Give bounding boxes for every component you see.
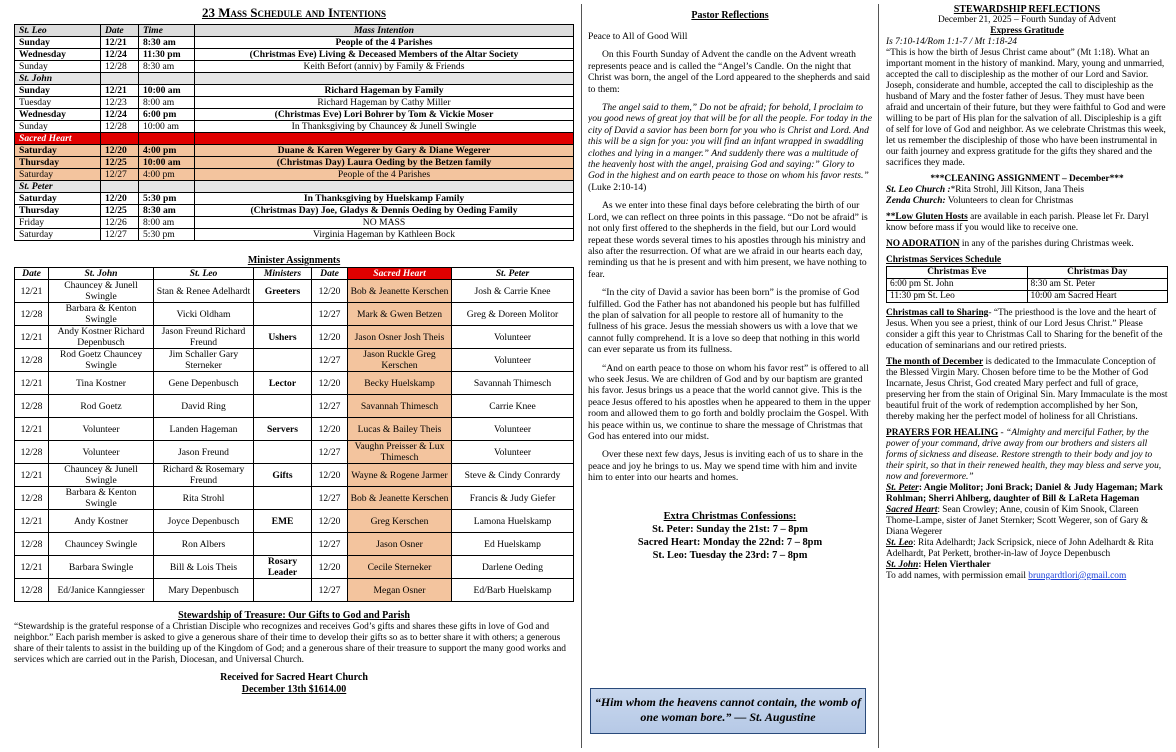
table-row [15, 217, 574, 229]
assignment-date: 12/28 [15, 579, 49, 602]
mass-schedule-table [14, 24, 574, 241]
email-link[interactable]: brungardtlori@gmail.com [1028, 571, 1127, 581]
mass-time: 4:00 pm [139, 169, 195, 181]
month-label: The month of December [886, 357, 984, 367]
assignment-date: 12/21 [15, 510, 49, 533]
mass-day: Saturday [15, 193, 101, 205]
cleaning-leo [886, 185, 1168, 196]
mass-day: Saturday [15, 169, 101, 181]
mass-time: 6:00 pm [139, 109, 195, 121]
column-header: Sacred Heart [348, 268, 452, 280]
adoration-notice [886, 239, 1168, 250]
mass-intention: Virginia Hageman by Kathleen Bock [195, 229, 574, 241]
reflection-paragraph: “And on earth peace to those on whom his favor rest” is offered to all who seek Jesus. We are children of God and by our baptism are granted his favor. Jesus brings us a peace that the world cannot give. This is the peace Jesus offered to his apostles when he appeared to them in the upper room and allowed them to go forth and boldly proclaim the Gospel. With his peace within us, we continue to share the message of Christmas that God has entered into our midst. [588, 362, 871, 442]
mass-intention: NO MASS [195, 217, 574, 229]
mass-day: Sunday [15, 85, 101, 97]
ministry-role [254, 579, 312, 602]
prayers-peter-label: St. Peter [886, 483, 919, 493]
column-header: St. Peter [452, 268, 574, 280]
mass-date: 12/20 [101, 145, 139, 157]
express-gratitude-heading: Express Gratitude [990, 26, 1064, 36]
mass-time: 10:00 am [139, 85, 195, 97]
confession-time: Sacred Heart: Monday the 22nd: 7 – 8pm [637, 536, 823, 548]
month-text: is dedicated to the Immaculate Conception of the Blessed Virgin Mary. Chosen before time to be the Mother of God Incarnate, Jesus Christ, God created Mary perfect and full of grace, preserving her from the stain of Original Sin. Mary Immaculate is the most beautiful fruit of the work of redemption accomplished by her Son, thereby making her the perfect model of holiness for all Christians. [886, 357, 1168, 422]
sacred-heart-minister: Cecile Sterneker [348, 556, 452, 579]
received-value: December 13th $1614.00 [241, 684, 347, 695]
mass-date: 12/24 [101, 49, 139, 61]
peter-minister: Josh & Carrie Knee [452, 280, 574, 303]
ministry-role: Lector [254, 372, 312, 395]
assignment-date: 12/27 [312, 579, 348, 602]
john-minister: Chauncey & Junell Swingle [49, 464, 154, 487]
peter-minister: Francis & Judy Giefer [452, 487, 574, 510]
table-row [15, 61, 574, 73]
leo-minister: David Ring [154, 395, 254, 418]
leo-minister: Bill & Lois Theis [154, 556, 254, 579]
mass-intention: In Thanksgiving by Chauncey & Junell Swingle [195, 121, 574, 133]
service-time: 11:30 pm St. Leo [887, 291, 1028, 303]
zenda-text: Volunteers to clean for Christmas [947, 196, 1074, 206]
prayers-notice [886, 428, 1168, 483]
mass-date: 12/26 [101, 217, 139, 229]
gluten-notice [886, 212, 1168, 234]
prayers-leo-label: St. Leo [886, 538, 914, 548]
sharing-notice [886, 308, 1168, 352]
confessions-block [588, 510, 872, 562]
john-minister: Rod Goetz [49, 395, 154, 418]
assignment-date: 12/28 [15, 349, 49, 372]
mass-day: Wednesday [15, 49, 101, 61]
table-cell [195, 73, 574, 85]
mass-date: 12/28 [101, 121, 139, 133]
ministry-role: Greeters [254, 280, 312, 303]
sacred-heart-minister: Greg Kerschen [348, 510, 452, 533]
mass-day: Wednesday [15, 109, 101, 121]
john-minister: Rod Goetz Chauncey Swingle [49, 349, 154, 372]
sacred-heart-minister: Megan Osner [348, 579, 452, 602]
adoration-label: NO ADORATION [886, 239, 960, 249]
column-pastor-reflections [588, 0, 872, 752]
prayers-leo [886, 538, 1168, 560]
minister-assignments-table [14, 267, 574, 602]
ministry-role [254, 349, 312, 372]
assignment-date: 12/21 [15, 464, 49, 487]
gluten-text: are available in each parish. Please let Fr. Daryl know before mass if you would like to receive one. [886, 212, 1149, 233]
prayers-john [886, 560, 1168, 571]
assignment-date: 12/27 [312, 533, 348, 556]
reflection-paragraph: Over these next few days, Jesus is inviting each of us to share in the peace and joy he brings to us. May we spend time with him and invite him to enter into our hearts and homes. [588, 449, 863, 484]
stewardship-title: Stewardship of Treasure: Our Gifts to God and Parish [178, 610, 410, 621]
column-header: Ministers [254, 268, 312, 280]
assignment-date: 12/28 [15, 303, 49, 326]
mass-date: 12/20 [101, 193, 139, 205]
assignment-date: 12/20 [312, 464, 348, 487]
cleaning-title: ***CLEANING ASSIGNMENT – December*** [930, 174, 1124, 184]
prayers-text: - “Almighty and merciful Father, by the power of your command, drive away from our brothers and sisters all forms of sickness and disease. Restore strength to their body and joy to their spirit, so that in their renewed health, they may bless and serve you, now and forevermore.” [886, 428, 1162, 482]
table-row [15, 303, 574, 326]
prayers-john-label: St. John [886, 560, 919, 570]
column-divider [581, 4, 582, 748]
john-minister: Andy Kostner [49, 510, 154, 533]
received-label: Received for Sacred Heart Church [220, 672, 368, 683]
mass-day: Saturday [15, 229, 101, 241]
prayers-sh-text: : Sean Crowley; Anne, cousin of Kim Snook, Clareen Thome-Lampe, sister of Janet Sternker; Scott Wegerer, son of Gary & Diana Wegerer [886, 505, 1149, 537]
table-row [15, 510, 574, 533]
sacred-heart-minister: Bob & Jeanette Kerschen [348, 280, 452, 303]
ministry-role [254, 441, 312, 464]
table-row [15, 395, 574, 418]
minister-assignments-title: Minister Assignments [247, 255, 341, 266]
adoration-text: in any of the parishes during Christmas week. [961, 239, 1134, 249]
assignment-date: 12/20 [312, 556, 348, 579]
mass-time: 11:30 pm [139, 49, 195, 61]
table-row [15, 193, 574, 205]
mass-day: Saturday [15, 145, 101, 157]
mass-time: 10:00 am [139, 157, 195, 169]
leo-minister: Jason Freund Richard Freund [154, 326, 254, 349]
sacred-heart-minister: Vaughn Preisser & Lux Thimesch [348, 441, 452, 464]
table-row [15, 372, 574, 395]
confession-time: St. Peter: Sunday the 21st: 7 – 8pm [652, 523, 808, 535]
column-schedule [14, 0, 574, 752]
table-row [15, 205, 574, 217]
table-cell [195, 181, 574, 193]
confession-time: St. Leo: Tuesday the 23rd: 7 – 8pm [652, 549, 808, 561]
table-row [15, 579, 574, 602]
add-names-notice [886, 571, 1168, 582]
mass-intention: Duane & Karen Wegerer by Gary & Diane Wegerer [195, 145, 574, 157]
parish-label: St. John [15, 73, 101, 85]
table-row [15, 73, 574, 85]
john-minister: Ed/Janice Kanngiesser [49, 579, 154, 602]
sacred-heart-minister: Jason Osner Josh Theis [348, 326, 452, 349]
column-header: St. John [49, 268, 154, 280]
assignment-date: 12/21 [15, 418, 49, 441]
add-names-text: To add names, with permission email [886, 571, 1026, 581]
assignment-date: 12/28 [15, 487, 49, 510]
column-stewardship [886, 0, 1168, 752]
table-row [15, 464, 574, 487]
john-minister: Barbara Swingle [49, 556, 154, 579]
service-time: 10:00 am Sacred Heart [1027, 291, 1168, 303]
parish-label: St. Peter [15, 181, 101, 193]
table-row [15, 533, 574, 556]
table-cell [101, 133, 139, 145]
sacred-heart-minister: Mark & Gwen Betzen [348, 303, 452, 326]
peter-minister: Ed/Barb Huelskamp [452, 579, 574, 602]
assignment-date: 12/20 [312, 280, 348, 303]
table-row [15, 181, 574, 193]
table-row [15, 85, 574, 97]
table-row [15, 441, 574, 464]
john-minister: Barbara & Kenton Swingle [49, 487, 154, 510]
assignment-date: 12/28 [15, 441, 49, 464]
prayers-sh-label: Sacred Heart [886, 505, 938, 515]
mass-date: 12/24 [101, 109, 139, 121]
table-row [887, 267, 1168, 279]
table-row [15, 556, 574, 579]
parish-label: Sacred Heart [15, 133, 101, 145]
assignment-date: 12/27 [312, 441, 348, 464]
assignment-date: 12/21 [15, 326, 49, 349]
john-minister: Barbara & Kenton Swingle [49, 303, 154, 326]
leo-minister: Gene Depenbusch [154, 372, 254, 395]
sacred-heart-minister: Bob & Jeanette Kerschen [348, 487, 452, 510]
leo-minister: Jason Freund [154, 441, 254, 464]
assignment-date: 12/21 [15, 280, 49, 303]
table-row [887, 291, 1168, 303]
prayers-peter [886, 483, 1168, 505]
leo-minister: Ron Albers [154, 533, 254, 556]
mass-day: Sunday [15, 37, 101, 49]
assignment-date: 12/21 [15, 556, 49, 579]
mass-date: 12/21 [101, 37, 139, 49]
column-header: St. Leo [154, 268, 254, 280]
peter-minister: Lamona Huelskamp [452, 510, 574, 533]
assignment-date: 12/20 [312, 372, 348, 395]
ministry-role [254, 487, 312, 510]
mass-date: 12/23 [101, 97, 139, 109]
ministry-role [254, 533, 312, 556]
assignment-date: 12/20 [312, 418, 348, 441]
table-row [15, 169, 574, 181]
assignment-date: 12/28 [15, 395, 49, 418]
assignment-date: 12/21 [15, 372, 49, 395]
stewardship-reflection-text: “This is how the birth of Jesus Christ came about” (Mt 1:18). What an important moment in the history of mankind. Mary, young and unmarried, accepted the call to discipleship as the mother of our Lord and Savior. Joseph, considerate and humble, accepted the call to discipleship as the husband of Mary and the foster father of Jesus. They must have been afraid and uncertain of their future, but they were faithful to God and were willing to be part of His plan for the salvation of all. Discipleship is a gift of self for love of God and neighbor. As we celebrate Christmas this week, let us remember the discipleship of those who have been instrumental in our faith journey and express gratitude for the gifts they shared and the sacrifices they made. [886, 48, 1166, 168]
table-row [15, 37, 574, 49]
sacred-heart-minister: Savannah Thimesch [348, 395, 452, 418]
column-header: Time [139, 25, 195, 37]
scripture-text: The angel said to them,” Do not be afraid; for behold, I proclaim to you good news of great joy that will be for all the people. For today in the city of David a savior has been born for you who is Christ and Lord. And this will be a sign for you: you will find an infant wrapped in swaddling clothes and lying in a manger.” And suddenly there was a multitude of the heavenly host with the angel, praising God and saying:” Glory to God in the highest and on earth peace to those on whom his favor rests.” [588, 102, 872, 182]
leo-minister: Joyce Depenbusch [154, 510, 254, 533]
service-time: 6:00 pm St. John [887, 279, 1028, 291]
table-row [15, 133, 574, 145]
mass-intention: (Christmas Day) Joe, Gladys & Dennis Oeding by Oeding Family [195, 205, 574, 217]
mass-date: 12/28 [101, 61, 139, 73]
mass-day: Friday [15, 217, 101, 229]
leo-minister: Landen Hageman [154, 418, 254, 441]
peter-minister: Volunteer [452, 326, 574, 349]
peter-minister: Darlene Oeding [452, 556, 574, 579]
mass-day: Tuesday [15, 97, 101, 109]
table-row [15, 280, 574, 303]
mass-date: 12/27 [101, 169, 139, 181]
assignment-date: 12/20 [312, 326, 348, 349]
mass-day: Thursday [15, 157, 101, 169]
table-cell [101, 73, 139, 85]
peter-minister: Volunteer [452, 441, 574, 464]
scripture-references: Is 7:10-14/Rom 1:1-7 / Mt 1:18-24 [886, 37, 1017, 47]
mass-time: 5:30 pm [139, 229, 195, 241]
services-title: Christmas Services Schedule [886, 255, 1002, 265]
leo-church-text: *Rita Strohl, Jill Kitson, Jana Theis [950, 185, 1085, 195]
prayers-john-text: : Helen Vierthaler [918, 560, 991, 570]
services-table [886, 266, 1168, 303]
sacred-heart-minister: Lucas & Bailey Theis [348, 418, 452, 441]
ministry-role: Ushers [254, 326, 312, 349]
assignment-date: 12/27 [312, 395, 348, 418]
reflection-paragraph: “In the city of David a savior has been born” is the promise of God fulfilled. God the Father has not abandoned his people but has fulfilled the plan of salvation for all people to restore all of humanity to the fullness of his grace. Jesus the messiah showers us with a love that we cannot fully comprehend. It is a love so deep that nothing in this world can ever separate us from its fullness. [588, 287, 860, 356]
column-header: Christmas Day [1027, 267, 1168, 279]
peter-minister: Steve & Cindy Conrardy [452, 464, 574, 487]
ministry-role: Gifts [254, 464, 312, 487]
table-row [15, 418, 574, 441]
sacred-heart-minister: Becky Huelskamp [348, 372, 452, 395]
assignment-date: 12/27 [312, 349, 348, 372]
column-divider [878, 4, 879, 748]
mass-schedule-title: 23 Mass Schedule and Intentions [201, 5, 387, 20]
prayers-peter-text: : Angie Molitor; Joni Brack; Daniel & Judy Hageman; Mark Rohlman; Sherri Ahlberg, daughter of Bill & LaReta Hageman [886, 483, 1163, 504]
stewardship-text: “Stewardship is the grateful response of a Christian Disciple who recognizes and receives God’s gifts and shares these gifts in love of God and neighbor.” Each parish member is asked to give a generous share of their time to develop their gifts so as to better share it with others; a generous share of their talents to assist in the building up of the Kingdom of God; and a generous share of their treasure to support the many good works and services which are carried out in the Parish, Diocesan, and Universal Church. [14, 622, 566, 665]
reflection-paragraph: As we enter into these final days before celebrating the birth of our Lord, we can reflect on three points in this passage. “Do not be afraid” is not only first offered to the shepherds in the field, but our Lord would repeat these words several times to his apostles through his ministry and also after the resurrection. Of what are we afraid in our hearts each day, reminding us that he is present and with him present, we have nothing to fear. [588, 200, 868, 280]
sacred-heart-minister: Wayne & Rogene Jarmer [348, 464, 452, 487]
mass-time: 8:00 am [139, 97, 195, 109]
mass-intention: In Thanksgiving by Huelskamp Family [195, 193, 574, 205]
table-row [15, 229, 574, 241]
ministry-role: Rosary Leader [254, 556, 312, 579]
peter-minister: Greg & Doreen Molitor [452, 303, 574, 326]
reflection-paragraph: On this Fourth Sunday of Advent the candle on the Advent wreath represents peace and is called the “Angel’s Candle. On the night that Christ was born, the angel of the Lord appeared to the shepherds and said to them: [588, 49, 870, 95]
ministry-role: Servers [254, 418, 312, 441]
table-cell [139, 73, 195, 85]
mass-intention: People of the 4 Parishes [195, 169, 574, 181]
mass-time: 4:00 pm [139, 145, 195, 157]
prayers-sacred-heart [886, 505, 1168, 538]
mass-date: 12/27 [101, 229, 139, 241]
table-cell [101, 181, 139, 193]
john-minister: Chauncey & Junell Swingle [49, 280, 154, 303]
pastor-reflections-title: Pastor Reflections [691, 10, 769, 21]
table-row [15, 326, 574, 349]
cleaning-zenda [886, 196, 1168, 207]
mass-day: Sunday [15, 61, 101, 73]
table-row [15, 109, 574, 121]
mass-intention: (Christmas Eve) Lori Bohrer by Tom & Vickie Moser [195, 109, 574, 121]
greeting: Peace to All of Good Will [588, 31, 688, 42]
mass-intention: Richard Hageman by Cathy Miller [195, 97, 574, 109]
mass-date: 12/25 [101, 205, 139, 217]
column-header: Mass Intention [195, 25, 574, 37]
peter-minister: Savannah Thimesch [452, 372, 574, 395]
john-minister: Volunteer [49, 441, 154, 464]
mass-day: Sunday [15, 121, 101, 133]
leo-minister: Stan & Renee Adelhardt [154, 280, 254, 303]
table-row [15, 25, 574, 37]
assignment-date: 12/27 [312, 487, 348, 510]
augustine-quote: “Him whom the heavens cannot contain, the womb of one woman bore.” — St. Augustine [590, 688, 866, 734]
table-row [15, 268, 574, 280]
sacred-heart-minister: Jason Ruckle Greg Kerschen [348, 349, 452, 372]
john-minister: Tina Kostner [49, 372, 154, 395]
leo-minister: Rita Strohl [154, 487, 254, 510]
mass-date: 12/21 [101, 85, 139, 97]
mass-intention: (Christmas Day) Laura Oeding by the Betzen family [195, 157, 574, 169]
leo-minister: Jim Schaller Gary Sterneker [154, 349, 254, 372]
mass-time: 10:00 am [139, 121, 195, 133]
table-row [15, 487, 574, 510]
table-row [887, 279, 1168, 291]
leo-minister: Vicki Oldham [154, 303, 254, 326]
ministry-role [254, 303, 312, 326]
gluten-label: **Low Gluten Hosts [886, 212, 968, 222]
confessions-title: Extra Christmas Confessions: [663, 510, 797, 522]
ministry-role [254, 395, 312, 418]
mass-time: 8:30 am [139, 37, 195, 49]
month-notice [886, 357, 1168, 423]
mass-date: 12/25 [101, 157, 139, 169]
stewardship-reflections-title: STEWARDSHIP REFLECTIONS [953, 4, 1101, 15]
column-header: Date [101, 25, 139, 37]
reflection-date: December 21, 2025 – Fourth Sunday of Advent [937, 15, 1117, 25]
peter-minister: Volunteer [452, 418, 574, 441]
scripture-reference: (Luke 2:10-14) [588, 181, 647, 193]
service-time: 8:30 am St. Peter [1027, 279, 1168, 291]
prayers-leo-text: : Rita Adelhardt; Jack Scripsick, niece of John Adelhardt & Rita Adelhardt, Pat Perkett, brother-in-law of Joyce Depenbusch [886, 538, 1154, 559]
peter-minister: Volunteer [452, 349, 574, 372]
mass-time: 5:30 pm [139, 193, 195, 205]
table-row [15, 121, 574, 133]
table-row [15, 49, 574, 61]
leo-church-label: St. Leo Church : [886, 185, 951, 195]
prayers-label: PRAYERS FOR HEALING [886, 428, 999, 438]
mass-intention: People of the 4 Parishes [195, 37, 574, 49]
table-row [15, 157, 574, 169]
mass-intention: Keith Befort (anniv) by Family & Friends [195, 61, 574, 73]
table-cell [195, 133, 574, 145]
sharing-text: - “The priesthood is the love and the heart of Jesus. When you see a priest, think of our Lord Jesus Christ.” Please consider a gift this year to Christmas Call to Sharing for the benefit of the education of seminarians and our retired priests. [886, 308, 1163, 351]
table-row [15, 145, 574, 157]
sacred-heart-minister: Jason Osner [348, 533, 452, 556]
column-header: Date [312, 268, 348, 280]
peter-minister: Carrie Knee [452, 395, 574, 418]
peter-minister: Ed Huelskamp [452, 533, 574, 556]
john-minister: Chauncey Swingle [49, 533, 154, 556]
john-minister: Andy Kostner Richard Depenbusch [49, 326, 154, 349]
mass-intention: (Christmas Eve) Living & Deceased Members of the Altar Society [195, 49, 574, 61]
column-header: Date [15, 268, 49, 280]
mass-time: 8:30 am [139, 61, 195, 73]
mass-intention: Richard Hageman by Family [195, 85, 574, 97]
assignment-date: 12/20 [312, 510, 348, 533]
mass-time: 8:00 am [139, 217, 195, 229]
mass-time: 8:30 am [139, 205, 195, 217]
table-cell [139, 133, 195, 145]
leo-minister: Mary Depenbusch [154, 579, 254, 602]
table-row [15, 349, 574, 372]
john-minister: Volunteer [49, 418, 154, 441]
assignment-date: 12/27 [312, 303, 348, 326]
ministry-role: EME [254, 510, 312, 533]
leo-minister: Richard & Rosemary Freund [154, 464, 254, 487]
column-header: Christmas Eve [887, 267, 1028, 279]
assignment-date: 12/28 [15, 533, 49, 556]
column-header: St. Leo [15, 25, 101, 37]
zenda-label: Zenda Church: [886, 196, 946, 206]
table-row [15, 97, 574, 109]
scripture-quote [588, 102, 872, 193]
sharing-label: Christmas call to Sharing [886, 308, 989, 318]
mass-day: Thursday [15, 205, 101, 217]
table-cell [139, 181, 195, 193]
